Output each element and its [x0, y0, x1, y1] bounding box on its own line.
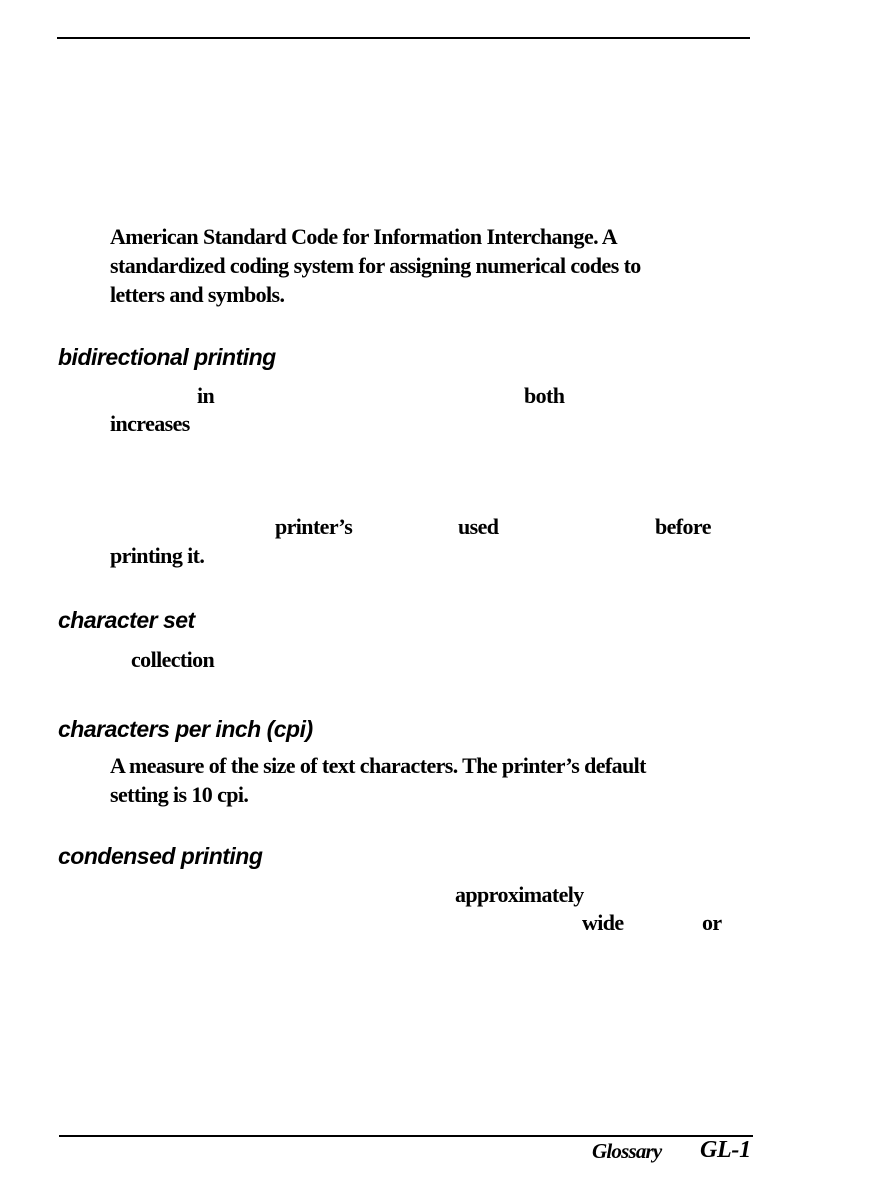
bottom-rule: [59, 1135, 753, 1137]
term-character-set: character set: [58, 607, 195, 633]
definition-line: letters and symbols.: [110, 282, 285, 307]
page-number: GL-1: [700, 1137, 751, 1163]
definition-line: setting is 10 cpi.: [110, 782, 249, 807]
footer-section-label: Glossary: [592, 1139, 662, 1163]
definition-fragment: used: [458, 514, 499, 539]
definition-line: A measure of the size of text characters. The printer’s default: [110, 753, 646, 778]
definition-fragment: wide: [582, 910, 624, 935]
definition-line: standardized coding system for assigning numerical codes to: [110, 253, 641, 278]
definition-fragment: approximately: [455, 882, 584, 907]
definition-line: American Standard Code for Information Interchange. A: [110, 224, 617, 249]
definition-fragment: increases: [110, 411, 190, 436]
definition-fragment: printing it.: [110, 543, 205, 568]
definition-fragment: before: [655, 514, 711, 539]
definition-fragment: collection: [131, 647, 215, 672]
term-condensed-printing: condensed printing: [58, 843, 263, 869]
definition-fragment: or: [702, 910, 722, 935]
top-rule: [57, 37, 750, 39]
cpi-definition: [110, 751, 725, 809]
term-bidirectional-printing: bidirectional printing: [58, 344, 276, 370]
definition-fragment: both: [524, 383, 565, 408]
definition-fragment: in: [197, 383, 215, 408]
ascii-definition: [110, 222, 725, 309]
definition-fragment: printer’s: [275, 514, 353, 539]
term-characters-per-inch: characters per inch (cpi): [58, 716, 313, 742]
